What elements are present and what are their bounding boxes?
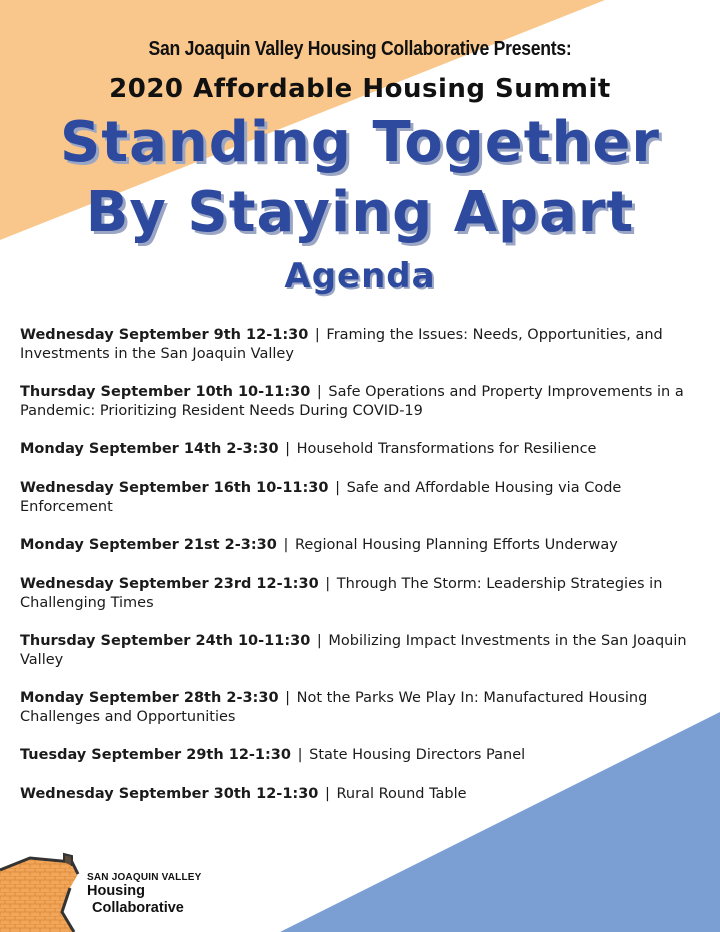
presenter-line: San Joaquin Valley Housing Collaborative Presents: [148,38,572,60]
agenda-item-date: Monday September 21st 2-3:30 [20,537,277,553]
agenda-item-title: Mobilizing Impact Investments in the San Joaquin Valley [20,633,687,668]
separator: | [285,441,291,457]
agenda-item-date: Wednesday September 9th 12-1:30 [20,327,309,343]
agenda-item-title: Rural Round Table [336,786,467,802]
agenda-list [20,326,700,804]
agenda-item-title: Household Transformations for Resilience [296,441,597,457]
separator: | [316,633,322,649]
summit-title: 2020 Affordable Housing Summit [109,74,611,104]
separator: | [316,384,322,400]
headline-line-1: Standing Together [59,110,661,175]
logo-line-3: Collaborative [92,900,184,916]
agenda-item-title: Regional Housing Planning Efforts Underway [294,537,618,553]
agenda-item [20,746,700,765]
separator: | [325,786,330,802]
logo-line-2: Housing [87,883,145,899]
agenda-item-title: Framing the Issues: Needs, Opportunities, and Investments in the San Joaquin Valley [20,327,663,362]
agenda-item [20,479,700,517]
agenda-item-date: Wednesday September 23rd 12-1:30 [20,576,319,592]
separator: | [285,690,291,706]
logo-text [87,872,202,917]
agenda-item [20,632,700,670]
agenda-heading: Agenda [284,256,436,296]
agenda-item [20,326,700,364]
agenda-item-date: Wednesday September 16th 10-11:30 [20,480,329,496]
headline-line-2: By Staying Apart [85,180,635,245]
agenda-item [20,383,700,421]
agenda-item-title: Through The Storm: Leadership Strategies in Challenging Times [20,576,663,611]
separator: | [283,537,289,553]
separator: | [314,327,320,343]
logo-line-1: SAN JOAQUIN VALLEY [87,872,202,883]
agenda-item-date: Monday September 28th 2-3:30 [20,690,279,706]
separator: | [335,480,340,496]
agenda-item [20,689,700,727]
agenda-item-date: Tuesday September 29th 12-1:30 [20,747,291,763]
agenda-item [20,536,700,555]
agenda-item-title: State Housing Directors Panel [309,747,526,763]
agenda-item [20,440,700,459]
agenda-item [20,785,700,804]
agenda-item-title: Safe and Affordable Housing via Code Enforcement [20,480,622,515]
agenda-item-date: Thursday September 24th 10-11:30 [20,633,311,649]
agenda-item-date: Thursday September 10th 10-11:30 [20,384,311,400]
agenda-item-title: Not the Parks We Play In: Manufactured Housing Challenges and Opportunities [20,690,648,725]
agenda-item [20,575,700,613]
separator: | [325,576,331,592]
agenda-item-date: Wednesday September 30th 12-1:30 [20,786,319,802]
separator: | [297,747,303,763]
agenda-item-date: Monday September 14th 2-3:30 [20,441,279,457]
agenda-item-title: Safe Operations and Property Improvements in a Pandemic: Prioritizing Resident Needs During COVID-19 [20,384,684,419]
